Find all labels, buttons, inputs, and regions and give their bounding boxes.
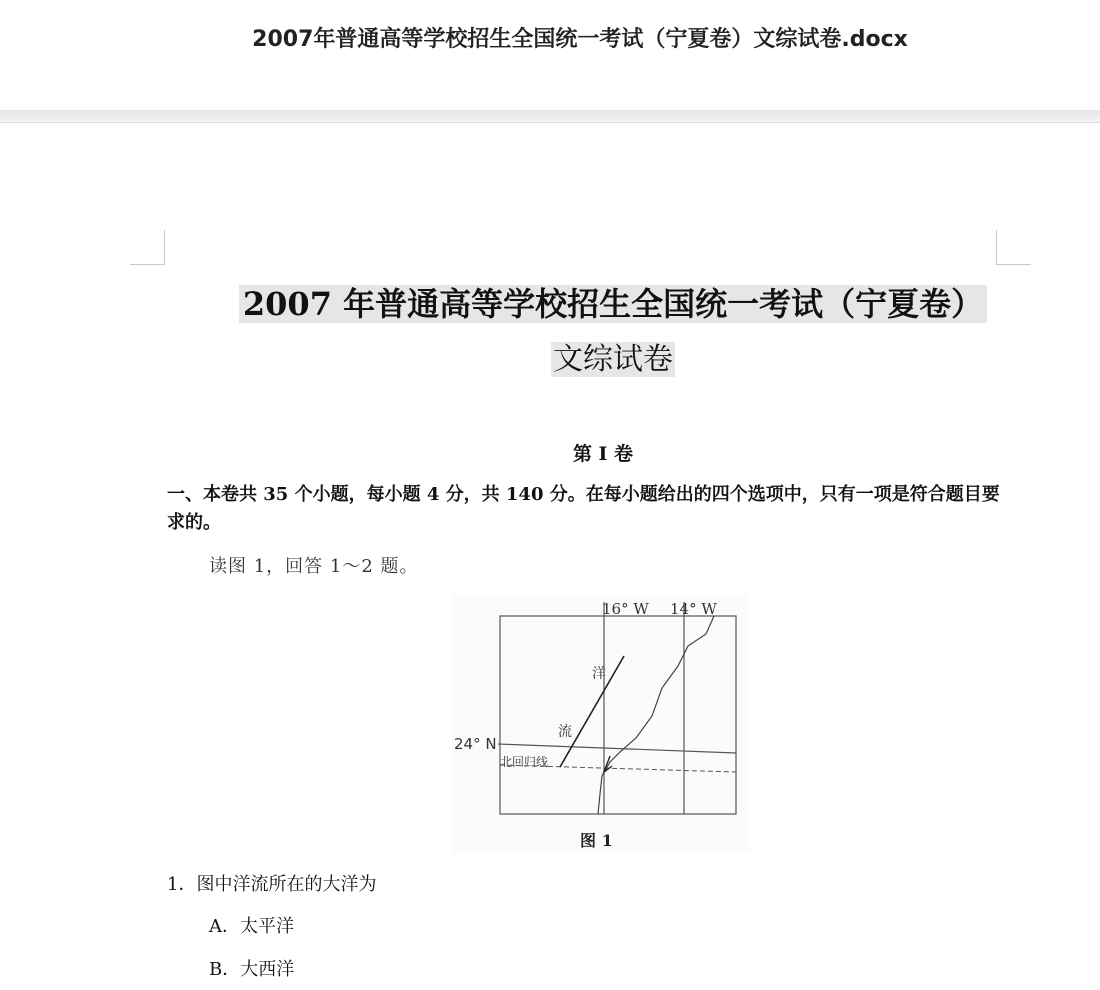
tropic-label: 北回归线 [500,755,549,769]
figure-caption: 图 1 [580,831,613,850]
document-filename: 2007年普通高等学校招生全国统一考试（宁夏卷）文综试卷.docx [252,27,908,52]
current-arrowhead [604,756,612,772]
parallel-24n [498,744,736,753]
document-title [0,284,1100,324]
document-title-line-1: 2007 年普通高等学校招生全国统一考试（宁夏卷） [239,285,987,323]
lat-label-24n: 24° N [454,735,497,753]
current-label-2: 流 [558,724,572,740]
lon-label-14w: 14° W [670,600,717,618]
document-subtitle [0,340,1100,380]
lon-label-16w: 16° W [602,600,649,618]
margin-corner-right [996,230,1031,265]
document-title-line-2: 文综试卷 [553,342,673,377]
section-heading: 第 I 卷 [572,443,634,465]
question-1-option-a: A．太平洋 [209,916,294,937]
question-1-stem: 1．图中洋流所在的大洋为 [167,874,377,895]
current-label-1: 洋 [592,666,606,682]
margin-corner-left [130,230,165,265]
page-separator [0,110,1100,123]
coastline [598,616,714,814]
read-figure-prompt: 读图 1，回答 1～2 题。 [209,556,419,577]
instruction-paragraph: 一、本卷共 35 个小题，每小题 4 分，共 140 分。在每小题给出的四个选项中，只有一项是符合题目要求的。 [167,484,1000,533]
document-page [0,123,1100,990]
map-frame [500,616,736,814]
question-1-option-b: B．大西洋 [209,959,295,980]
figure-map [452,594,749,852]
title-bar [0,0,1100,110]
